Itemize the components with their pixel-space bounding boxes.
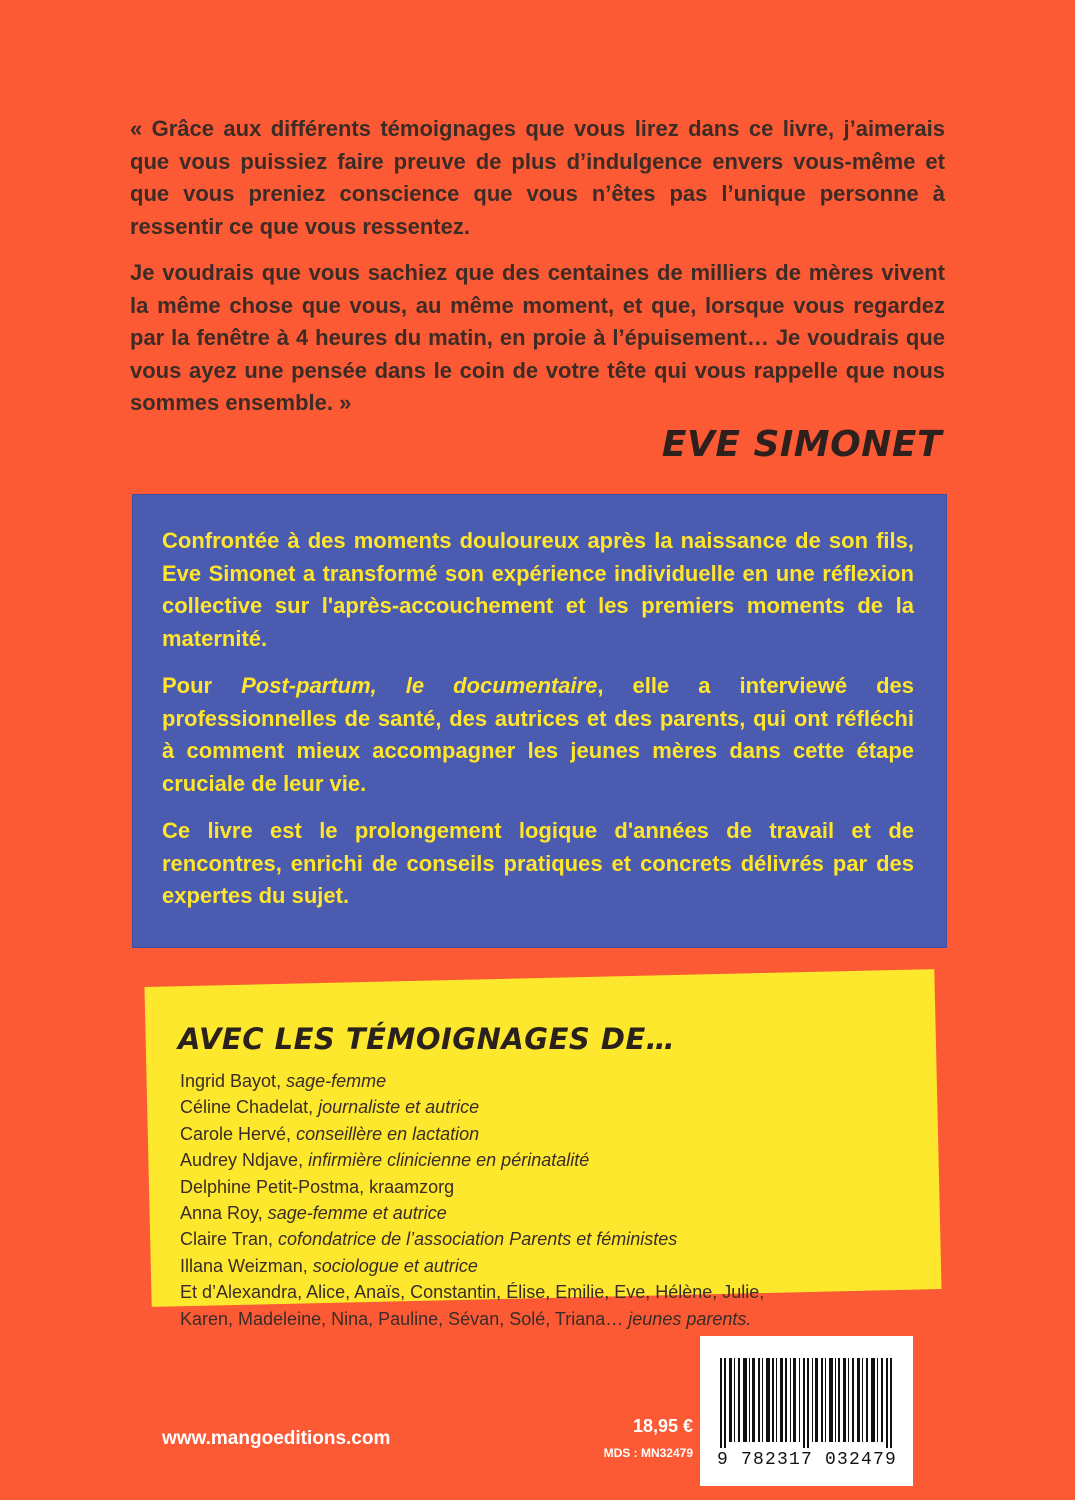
contributor-item: Claire Tran, cofondatrice de l’association Parents et féministes [180,1229,678,1250]
testimonials-content [178,1022,898,1332]
publisher-website[interactable]: www.mangoeditions.com [162,1428,391,1449]
quote-author: EVE SIMONET [661,424,942,465]
price-label: 18,95 € [632,1416,693,1436]
back-cover-quote [130,113,945,434]
contributor-item: Ingrid Bayot, sage-femme [180,1071,387,1091]
contributor-item: Carole Hervé, conseillère en lactation [180,1123,480,1144]
description-box [133,495,946,947]
contributor-item: Céline Chadelat, journaliste et autrice [180,1097,480,1118]
description-paragraph-2: Pour Post-partum, le documentaire, elle a interviewé des professionnelles de santé, des autrices et des parents, qui ont réfléchi à comment mieux accompagner les jeunes mères dans cette étape cruciale de leur vie. [162,673,914,796]
isbn-number: 9 782317 032479 [716,1450,898,1470]
testimonials-title: AVEC LES TÉMOIGNAGES DE… [178,1022,676,1056]
documentary-title: Post-partum, le documentaire [241,673,598,698]
quote-paragraph-1: « Grâce aux différents témoignages que vous lirez dans ce livre, j’aimerais que vous puissiez faire preuve de plus d’indulgence envers vous-même et que vous preniez conscience que vous n’êtes pas l’unique personne à ressentir ce que vous ressentez. [130,116,945,239]
quote-paragraph-2: Je voudrais que vous sachiez que des centaines de milliers de mères vivent la même chose que vous, au même moment, et que, lorsque vous regardez par la fenêtre à 4 heures du matin, en proie à l’épuisement… Je voudrais que vous ayez une pensée dans le coin de votre tête qui vous rappelle que nous sommes ensemble. » [130,260,945,415]
other-contributors-line-2: Karen, Madeleine, Nina, Pauline, Sévan, Solé, Triana… jeunes parents. [180,1308,752,1329]
description-paragraph-3: Ce livre est le prolongement logique d'années de travail et de rencontres, enrichi de conseils pratiques et concrets délivrés par des expertes du sujet. [162,818,914,908]
contributors-list [178,1068,898,1332]
other-contributors-line-1: Et d’Alexandra, Alice, Anaïs, Constantin, Élise, Emilie, Eve, Hélène, Julie, [180,1282,765,1303]
barcode-bars [720,1358,894,1448]
barcode [700,1336,913,1486]
contributor-item: Delphine Petit-Postma, kraamzorg [180,1176,455,1197]
product-code: MDS : MN32479 [603,1446,693,1460]
contributor-item: Illana Weizman, sociologue et autrice [180,1255,478,1276]
contributor-item: Audrey Ndjave, infirmière clinicienne en périnatalité [180,1150,590,1171]
contributor-item: Anna Roy, sage-femme et autrice [180,1203,447,1224]
description-paragraph-1: Confrontée à des moments douloureux après la naissance de son fils, Eve Simonet a transformé son expérience individuelle en une réflexion collective sur l'après-accouchement et les premiers moments de la maternité. [162,528,914,651]
